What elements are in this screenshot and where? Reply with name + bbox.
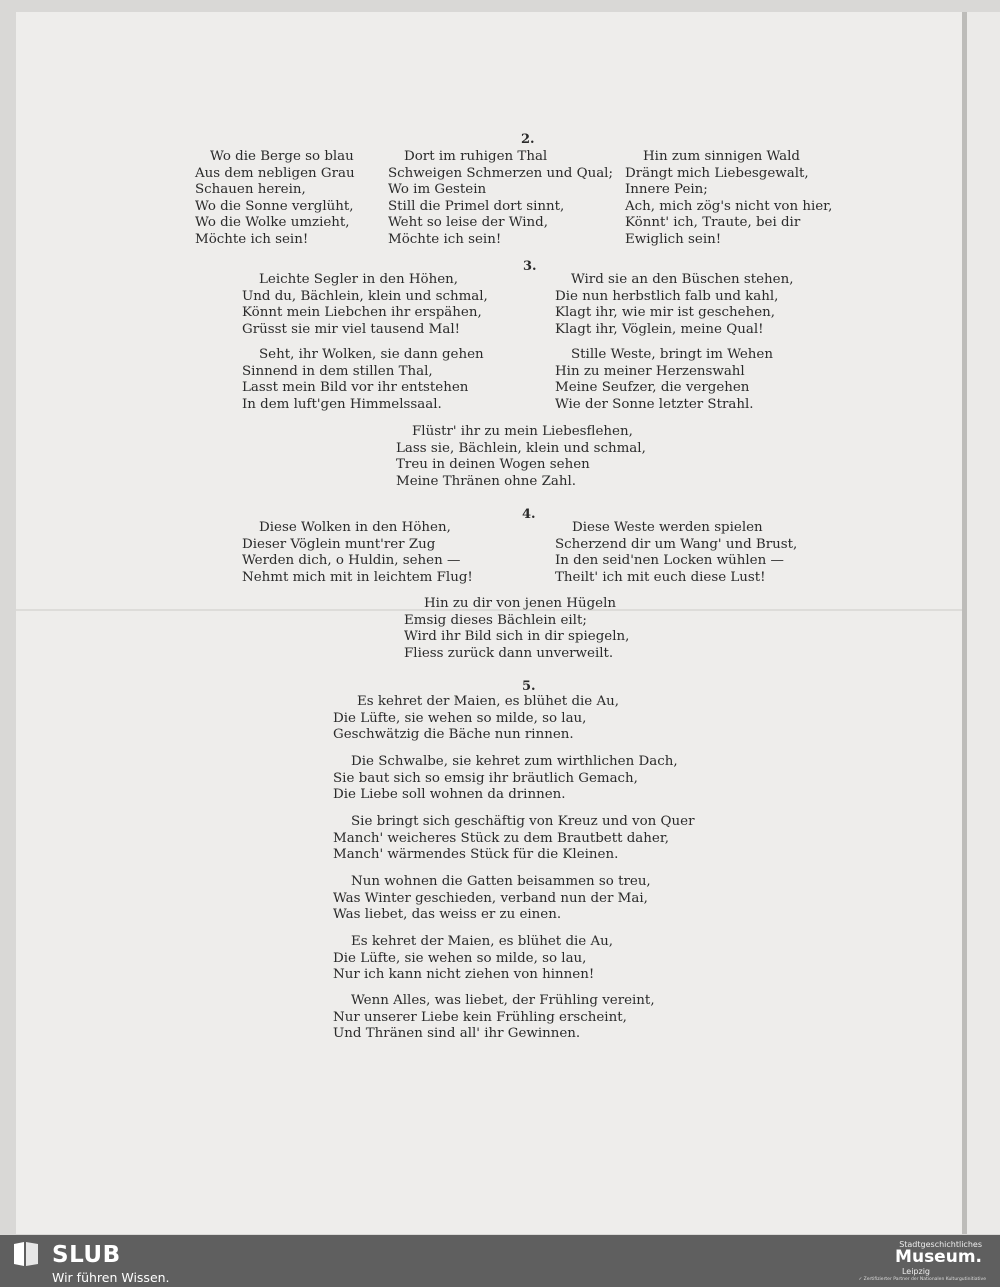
stanza-2-col-2 xyxy=(388,149,613,249)
museum-prefix: Stadtgeschichtliches xyxy=(899,1240,982,1249)
verse-line: Grüsst sie mir viel tausend Mal! xyxy=(242,321,460,337)
section-number-5: 5. xyxy=(522,679,536,694)
stanza-3-1 xyxy=(242,272,488,338)
museum-name: Museum. xyxy=(895,1247,982,1267)
verse-line: Meine Seufzer, die vergehen xyxy=(555,380,750,396)
verse-line: Dieser Vöglein munt'rer Zug xyxy=(242,536,436,552)
verse-line: Still die Primel dort sinnt, xyxy=(388,198,565,214)
verse-line: Hin zu meiner Herzenswahl xyxy=(555,363,745,379)
stanza-3-2 xyxy=(555,272,794,338)
verse-line: Weht so leise der Wind, xyxy=(388,215,549,231)
verse-line: Nur ich kann nicht ziehen von hinnen! xyxy=(333,967,595,983)
verse-line: Wenn Alles, was liebet, der Frühling vereint, xyxy=(351,993,655,1008)
verse-line: Nehmt mich mit in leichtem Flug! xyxy=(242,569,473,585)
stanza-5-2 xyxy=(333,754,678,804)
museum-city: Leipzig xyxy=(901,1267,930,1276)
stanza-5-1 xyxy=(333,694,619,744)
verse-line: Nur unserer Liebe kein Frühling erscheint, xyxy=(333,1009,627,1025)
verse-line: Und Thränen sind all' ihr Gewinnen. xyxy=(333,1026,581,1042)
verse-line: Innere Pein; xyxy=(625,182,708,198)
stanza-5-5 xyxy=(333,934,613,984)
verse-line: Es kehret der Maien, es blühet die Au, xyxy=(357,694,620,709)
stanza-5-6 xyxy=(333,993,655,1043)
library-tagline: Wir führen Wissen. xyxy=(52,1270,170,1285)
verse-line: Was liebet, das weiss er zu einen. xyxy=(333,907,562,923)
verse-line: Lass sie, Bächlein, klein und schmal, xyxy=(396,440,646,456)
verse-line: Fliess zurück dann unverweilt. xyxy=(404,645,614,661)
verse-line: In dem luft'gen Himmelssaal. xyxy=(242,396,442,412)
verse-line: Wo die Wolke umzieht, xyxy=(195,215,350,231)
verse-line: Geschwätzig die Bäche nun rinnen. xyxy=(333,727,574,743)
stanza-4-1 xyxy=(242,520,473,586)
verse-line: Sie baut sich so emsig ihr bräutlich Gemach, xyxy=(333,770,638,786)
verse-line: Klagt ihr, Vöglein, meine Qual! xyxy=(555,321,764,337)
verse-line: In den seid'nen Locken wühlen — xyxy=(555,553,784,569)
section-number-4: 4. xyxy=(522,507,536,522)
museum-partner-note: ✓ Zertifizierter Partner der Nationalen Kulturgutinitiative xyxy=(858,1277,986,1282)
stanza-3-5 xyxy=(396,424,646,490)
verse-line: Stille Weste, bringt im Wehen xyxy=(571,347,773,362)
verse-line: Die Lüfte, sie wehen so milde, so lau, xyxy=(333,710,587,726)
verse-line: Emsig dieses Bächlein eilt; xyxy=(404,612,587,628)
stanza-5-4 xyxy=(333,874,651,924)
verse-line: Lasst mein Bild vor ihr entstehen xyxy=(242,380,469,396)
verse-line: Ach, mich zög's nicht von hier, xyxy=(625,198,833,214)
verse-line: Was Winter geschieden, verband nun der Mai, xyxy=(333,890,648,906)
verse-line: Klagt ihr, wie mir ist geschehen, xyxy=(555,305,776,321)
verse-line: Wie der Sonne letzter Strahl. xyxy=(555,396,754,412)
verse-line: Sie bringt sich geschäftig von Kreuz und von Quer xyxy=(351,814,695,829)
stanza-3-3 xyxy=(242,347,484,413)
verse-line: Manch' weicheres Stück zu dem Brautbett daher, xyxy=(333,830,670,846)
verse-line: Diese Weste werden spielen xyxy=(572,520,763,535)
verse-line: Diese Wolken in den Höhen, xyxy=(259,520,451,535)
slub-logo-icon xyxy=(12,1240,40,1268)
verse-line: Wird ihr Bild sich in dir spiegeln, xyxy=(404,629,630,645)
stanza-4-3 xyxy=(404,596,629,662)
verse-line: Hin zum sinnigen Wald xyxy=(643,149,800,164)
verse-line: Drängt mich Liebesgewalt, xyxy=(625,165,809,181)
verse-line: Die Liebe soll wohnen da drinnen. xyxy=(333,787,566,803)
verse-line: Wo die Sonne verglüht, xyxy=(195,198,354,214)
verse-line: Treu in deinen Wogen sehen xyxy=(396,457,590,473)
verse-line: Dort im ruhigen Thal xyxy=(404,149,548,164)
verse-line: Wo im Gestein xyxy=(388,182,487,198)
verse-line: Die Schwalbe, sie kehret zum wirthlichen Dach, xyxy=(351,754,678,769)
verse-line: Werden dich, o Huldin, sehen — xyxy=(242,553,461,569)
verse-line: Könnt' ich, Traute, bei dir xyxy=(625,215,801,231)
verse-line: Theilt' ich mit euch diese Lust! xyxy=(555,569,766,585)
verse-line: Wo die Berge so blau xyxy=(210,149,354,164)
verse-line: Wird sie an den Büschen stehen, xyxy=(571,272,794,287)
section-number-2: 2. xyxy=(521,132,535,147)
verse-line: Seht, ihr Wolken, sie dann gehen xyxy=(259,347,484,362)
stanza-3-4 xyxy=(555,347,773,413)
verse-line: Es kehret der Maien, es blühet die Au, xyxy=(351,934,614,949)
verse-line: Die nun herbstlich falb und kahl, xyxy=(555,288,779,304)
verse-line: Und du, Bächlein, klein und schmal, xyxy=(242,288,488,304)
verse-line: Hin zu dir von jenen Hügeln xyxy=(424,596,617,611)
library-name: SLUB xyxy=(52,1242,121,1268)
verse-line: Manch' wärmendes Stück für die Kleinen. xyxy=(333,847,619,863)
stanza-2-col-3 xyxy=(625,149,832,249)
verse-line: Möchte ich sein! xyxy=(388,231,502,247)
verse-line: Ewiglich sein! xyxy=(625,231,722,247)
stanza-2-col-1 xyxy=(195,149,355,249)
verse-line: Schauen herein, xyxy=(195,182,306,198)
verse-line: Möchte ich sein! xyxy=(195,231,309,247)
verse-line: Könnt mein Liebchen ihr erspähen, xyxy=(242,305,482,321)
verse-line: Sinnend in dem stillen Thal, xyxy=(242,363,433,379)
stanza-5-3 xyxy=(333,814,694,864)
verse-line: Aus dem nebligen Grau xyxy=(195,165,355,181)
verse-line: Die Lüfte, sie wehen so milde, so lau, xyxy=(333,950,587,966)
verse-line: Flüstr' ihr zu mein Liebesflehen, xyxy=(412,424,633,439)
adjacent-page-strip xyxy=(967,12,1000,1234)
verse-line: Meine Thränen ohne Zahl. xyxy=(396,473,577,489)
verse-line: Leichte Segler in den Höhen, xyxy=(259,272,459,287)
verse-line: Nun wohnen die Gatten beisammen so treu, xyxy=(351,874,651,889)
stanza-4-2 xyxy=(555,520,797,586)
verse-line: Schweigen Schmerzen und Qual; xyxy=(388,165,613,181)
section-number-3: 3. xyxy=(523,259,537,274)
verse-line: Scherzend dir um Wang' und Brust, xyxy=(555,536,798,552)
